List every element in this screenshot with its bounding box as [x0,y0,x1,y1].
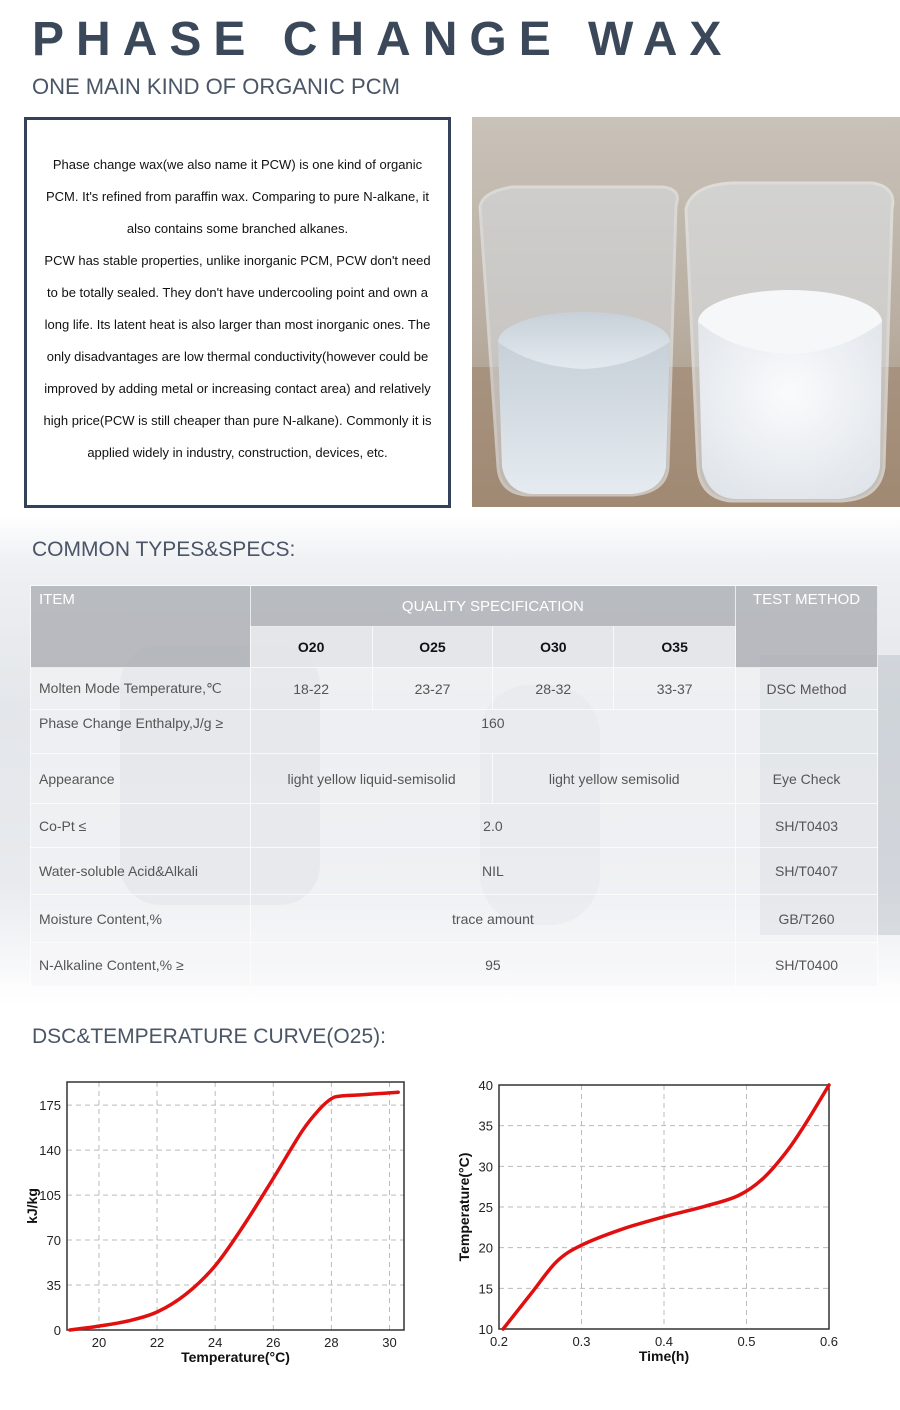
cell-value: 33-37 [614,668,736,710]
cell-value: NIL [250,848,735,895]
table-row [31,848,878,895]
y-tick-label: 35 [478,1118,493,1134]
y-axis-label: Temperature(°C) [456,1152,472,1262]
row-item: N-Alkaline Content,% ≥ [31,943,251,987]
x-tick-label: 22 [149,1335,165,1350]
y-tick-label: 10 [478,1322,493,1337]
row-item: Water-soluble Acid&Alkali [31,848,251,895]
y-tick-label: 30 [478,1159,493,1175]
cell-value: 23-27 [372,668,493,710]
x-tick-label: 0.2 [489,1334,509,1349]
grade-o25: O25 [372,627,493,668]
y-tick-label: 15 [478,1281,493,1297]
x-tick-label: 26 [266,1335,281,1350]
cell-value: 95 [250,943,735,987]
row-item: Molten Mode Temperature,℃ [31,668,251,710]
grade-o20: O20 [250,627,372,668]
curves-heading: DSC&TEMPERATURE CURVE(O25): [32,1025,386,1048]
row-item: Appearance [31,754,251,804]
cell-test: Eye Check [736,754,878,804]
x-tick-label: 30 [382,1335,397,1350]
cell-value: light yellow liquid-semisolid [250,754,493,804]
y-tick-label: 40 [478,1078,493,1093]
x-tick-label: 0.3 [572,1334,591,1349]
page-title: PHASE CHANGE WAX [32,13,734,66]
cell-test: SH/T0403 [736,804,878,848]
cell-test: SH/T0407 [736,848,878,895]
x-axis-label: Time(h) [638,1348,690,1364]
dsc-chart [0,1060,450,1380]
cell-value: 18-22 [250,668,372,710]
y-tick-label: 175 [39,1098,61,1114]
y-tick-label: 105 [39,1188,61,1204]
row-item: Co-Pt ≤ [31,804,251,848]
y-tick-label: 25 [478,1200,493,1215]
table-row [31,754,878,804]
cell-test [736,710,878,754]
cell-test: SH/T0400 [736,943,878,987]
y-tick-label: 20 [478,1240,493,1256]
row-item: Phase Change Enthalpy,J/g ≥ [31,710,251,754]
description-paragraph: Phase change wax(we also name it PCW) is one kind of organic PCM. It's refined from paraffin wax. Comparing to pure N-alkane, it also contains some branched alkanes. [45,157,429,236]
x-tick-label: 0.5 [737,1334,756,1349]
cell-value: 2.0 [250,804,735,848]
cell-value: 28-32 [493,668,614,710]
table-row [31,804,878,848]
series-line [70,1092,398,1330]
description-paragraph: PCW has stable properties, unlike inorganic PCM, PCW don't need to be totally sealed. They don't have undercooling point and own a long life. Its latent heat is also larger than most inorganic ones. The only disadvantages are low thermal conductivity(however could be improved by adding metal or increasing contact area) and relatively high price(PCW is still cheaper than pure N-alkane). Commonly it is applied widely in industry, construction, devices, etc. [43,253,432,460]
y-axis-label: kJ/kg [24,1188,40,1224]
specs-table [30,585,878,987]
specs-heading: COMMON TYPES&SPECS: [32,538,296,561]
y-tick-label: 35 [46,1278,61,1294]
header-quality: QUALITY SPECIFICATION [250,586,735,627]
x-axis-label: Temperature(°C) [181,1349,290,1365]
grade-o35: O35 [614,627,736,668]
cell-test: GB/T260 [736,895,878,943]
x-tick-label: 28 [324,1335,339,1350]
table-row [31,943,878,987]
y-tick-label: 140 [39,1143,61,1159]
description-box [24,117,451,508]
cell-test: DSC Method [736,668,878,710]
table-row [31,668,878,710]
page-subtitle: ONE MAIN KIND OF ORGANIC PCM [32,74,400,99]
row-item: Moisture Content,% [31,895,251,943]
y-tick-label: 70 [46,1233,61,1249]
header-item: ITEM [31,586,251,668]
header-test-method: TEST METHOD [736,586,878,668]
table-row [31,710,878,754]
plot-frame [67,1082,404,1330]
x-tick-label: 20 [91,1335,107,1350]
y-tick-label: 0 [53,1323,61,1338]
cell-value: trace amount [250,895,735,943]
cell-value: 160 [250,710,735,754]
beakers-photo [472,117,900,507]
x-tick-label: 24 [207,1335,223,1350]
temperature-time-chart [450,1060,900,1380]
grade-o30: O30 [493,627,614,668]
cell-value: light yellow semisolid [493,754,736,804]
x-tick-label: 0.6 [819,1334,839,1349]
table-row [31,895,878,943]
x-tick-label: 0.4 [654,1334,674,1349]
